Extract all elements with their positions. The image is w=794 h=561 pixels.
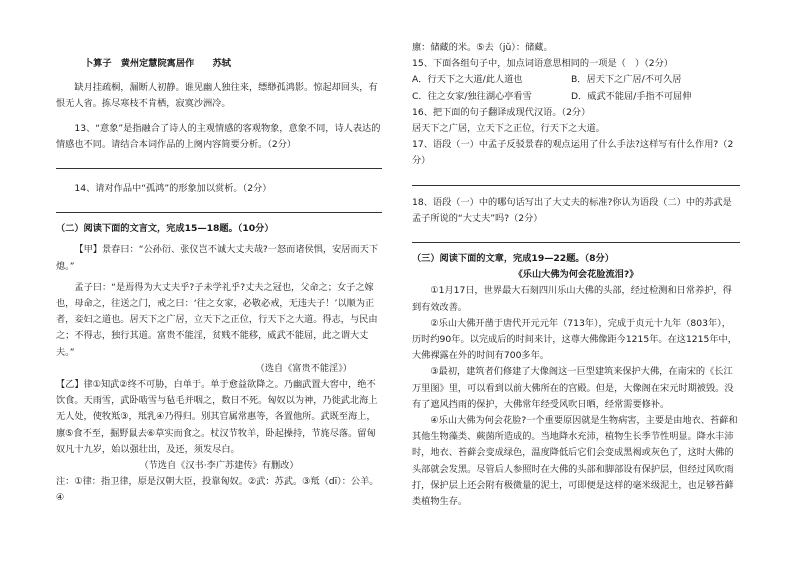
q15-option-d: D．威武不能屈/手指不可屈伸	[571, 90, 692, 102]
text-yi-source: （节选自《汉书·李广苏建传》有删改）	[139, 460, 299, 472]
notes: 注：①律：指卫律，原是汉朝大臣，投靠匈奴。②武：苏武。③羝（dī）：公羊。④	[56, 476, 379, 504]
q15-option-b: B．居天下之广居/不可久居	[571, 74, 682, 86]
left-column	[56, 40, 382, 507]
text-yi: 【乙】律①知武②终不可胁，白单于。单于愈益欲降之。乃幽武置大窖中，绝不饮食。天雨雪，武卧啮雪与毡毛并咽之，数日不死。匈奴以为神，乃徙武北海上无人处，使牧羝③，羝乳④乃得归。别其官属常惠等，各置他所。武既至海上，廪⑤食不至，掘野鼠去⑥草实而食之。杖汉节牧羊，卧起操持，节旄尽落。留匈奴凡十九岁，始以强壮出，及还，须发尽白。	[56, 379, 378, 455]
article-para-3: ③最初，建筑者们修建了大像阁这一巨型建筑来保护大佛，在南宋的《长江万里图》里，可以看到以前大佛所在的宫殿。但是，大像阁在宋元时期被毁。没有了遮风挡雨的保护，大佛常年经受风吹日晒，经常需要修补。	[412, 366, 734, 410]
q15-option-a: A．行天下之大道/此人道也	[412, 74, 523, 86]
text-jia-source: （选自《富贵不能淫》）	[255, 362, 352, 374]
text-jia-1: 【甲】景春曰：“公孙衍、张仪岂不诚大丈夫哉?一怒而诸侯惧，安居而天下熄。”	[56, 244, 379, 272]
q15-options-row-1	[412, 72, 740, 88]
article-para-4: ④乐山大佛为何会花脸?一个重要原因就是生物病害，主要是由地衣、苔藓和其他生物藻类、蕨菌所造成的。当地降水充沛，植物生长季节性明显。降水丰沛时，地衣、苔藓会变成绿色，温度降低后它们会变成黑褐或灰色了，这时大佛的头部就会发黑。尽管后人参照时在大佛的头部和脚部设有保护层，但经过风吹雨打，保护层上还会附有极微量的泥土，可即便是这样的毫米级泥土，也足够苔藓类植物生存。	[412, 415, 738, 508]
question-14: 14、请对作品中“孤鸿”的形象加以赏析。（2分）	[74, 183, 272, 195]
text-jia-2: 孟子曰：“是焉得为大丈夫乎?子未学礼乎?丈夫之冠也，父命之；女子之嫁也，母命之，往送之门，戒之曰：‘往之女家，必敬必戒，无违夫子！’以顺为正者，妾妇之道也。居天下之广居，立天下之正位，行天下之大道。得志，与民由之；不得志，独行其道。富贵不能淫，贫贱不能移，威武不能屈，此之谓大丈夫。”	[56, 281, 378, 358]
poem-text: 缺月挂疏桐，漏断人初静。谁见幽人独往来，缥缈孤鸿影。惊起却回头，有恨无人省。拣尽寒枝不肯栖，寂寞沙洲冷。	[56, 82, 378, 110]
article-para-2: ②乐山大佛开凿于唐代开元元年（713年），完成于贞元十九年（803年），历时约90年。以完成后的时间来计，这尊大佛像距今1215年。在这1215年中，大佛裸露在外的时间有700多年。	[412, 317, 737, 362]
answer-line-14[interactable]	[56, 197, 382, 213]
poem-title: 卜算子 黄州定慧院寓居作 苏轼	[84, 58, 231, 69]
answer-line-13[interactable]	[56, 153, 382, 169]
answer-line-17[interactable]	[412, 170, 740, 186]
question-15: 15、下面各组句子中，加点词语意思相同的一项是（ ）（2分）	[412, 58, 673, 70]
question-17: 17、语段（一）中孟子反驳景春的观点运用了什么手法?这样写有什么作用?（2分）	[412, 139, 734, 167]
question-18: 18、语段（一）中的哪句话写出了大丈夫的标准?你认为语段（二）中的苏武是孟子所说的“大丈夫”吗?（2分）	[412, 196, 732, 224]
q15-option-c: C．往之女家/独往湖心亭看雪	[412, 90, 532, 102]
section-2-heading: （二）阅读下面的文言文，完成15—18题。（10分）	[56, 223, 274, 235]
q15-options-row-2	[412, 89, 740, 105]
question-16: 16、把下面的句子翻译成现代汉语。（2分）	[412, 106, 591, 118]
question-16-sentence: 居天下之广居，立天下之正位，行天下之大道。	[412, 123, 605, 135]
notes-continued: 廪：储藏的米。⑤去（jǔ）：储藏。	[412, 42, 553, 53]
answer-line-18[interactable]	[412, 227, 740, 243]
right-column	[412, 40, 740, 510]
question-13: 13、“意象”是指融合了诗人的主观情感的客观物象，意象不同，诗人表达的情感也不同。请结合本词作品的上阕内容简要分析。（2分）	[56, 122, 381, 150]
section-3-heading: （三）阅读下面的文章，完成19—22题。（8分）	[412, 253, 614, 265]
article-title: 《乐山大佛为何会花脸流泪?》	[513, 269, 639, 281]
article-para-1: ①1月17日，世界最大石刻四川乐山大佛的头部，经过检测和日常养护，得到有效改善。	[412, 285, 732, 313]
